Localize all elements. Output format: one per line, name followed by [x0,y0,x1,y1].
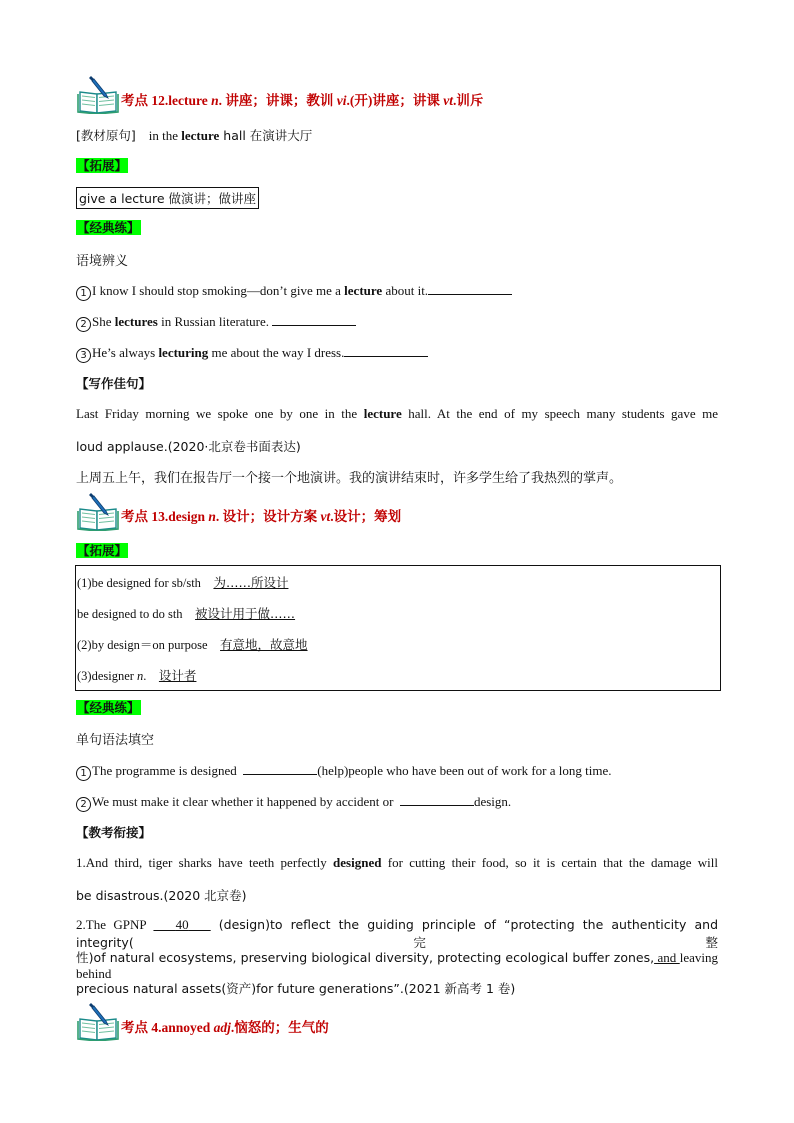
kp12-task: 语境辨义 [76,254,129,269]
kp12-writing-line-2: loud applause.(2020·北京卷书面表达) [76,439,301,454]
kp13-box-row-1: (1)be designed for sb/sth 为……所设计 [77,575,289,590]
kp13-item-2: 2 We must make it clear whether it happened by accident or design. [76,793,511,812]
kp13-exam-1-line-2: be disastrous.(2020 北京卷) [76,888,247,903]
kp12-title: 考点 12.lecture n. 讲座；讲课；教训 vi.(开)讲座；讲课 vt.训斥 [121,93,484,108]
kp13-title: 考点 13.design n. 设计；设计方案 vt.设计；筹划 [121,509,402,524]
kp12-item-2: 2 She lectures in Russian literature. [76,313,356,332]
kp13-expand-label: 【拓展】 [77,543,128,558]
kp13-exam-label: 【教考衔接】 [76,825,152,840]
kp13-box-row-3: (2)by design＝on purpose 有意地，故意地 [77,637,308,652]
kp13-box-row-4: (3)designer n. 设计者 [77,668,197,683]
kp4-title: 考点 4.annoyed adj.恼怒的；生气的 [121,1020,329,1035]
kp12-writing-label: 【写作佳句】 [76,376,152,391]
kp13-practice-label: 【经典练】 [77,700,140,715]
kp13-exam-2-line-3: precious natural assets(资产)for future generations”.(2021 新高考 1 卷) [76,981,516,996]
answer-blank[interactable] [243,762,317,775]
kp12-expand-box: give a lecture 做演讲；做讲座 [76,187,259,209]
kp12-writing-line-1: Last Friday morning we spoke one by one in the lecture hall. At the end of my speech many students gave me [76,406,718,421]
book-pen-icon [77,74,119,114]
kp13-item-1: 1 The programme is designed (help)people who have been out of work for a long time. [76,762,611,781]
answer-blank[interactable] [272,313,356,326]
book-pen-icon [77,491,119,531]
kp12-expand-label: 【拓展】 [77,158,128,173]
book-pen-icon [77,1001,119,1041]
kp12-item-1: 1 I know I should stop smoking—don’t give me a lecture about it. [76,282,512,301]
kp12-source-sentence: [教材原句] in the lecture hall 在演讲大厅 [76,128,313,143]
kp13-task: 单句语法填空 [76,733,155,748]
kp12-item-3: 3 He’s always lecturing me about the way I dress. [76,344,428,363]
kp13-exam-1-line-1: 1.And third, tiger sharks have teeth perfectly designed for cutting their food, so it is certain that the damage will [76,855,718,870]
answer-blank[interactable] [400,793,474,806]
kp13-exam-2-line-2: 性)of natural ecosystems, preserving biological diversity, protecting ecological buffer zones, and leaving behind [76,950,718,981]
kp12-writing-cn: 上周五上午，我们在报告厅一个接一个地演讲。我的演讲结束时，许多学生给了我热烈的掌声。 [76,471,623,486]
kp13-exam-2-line-1: 2.The GPNP 40 (design)to reflect the guiding principle of “protecting the authenticity and integrity(完整 [76,917,719,950]
answer-blank[interactable] [428,282,512,295]
answer-number: 40 [175,917,189,932]
kp12-practice-label: 【经典练】 [77,220,140,235]
kp13-box-row-2: be designed to do sth 被设计用于做…… [77,606,296,621]
answer-blank[interactable] [344,344,428,357]
